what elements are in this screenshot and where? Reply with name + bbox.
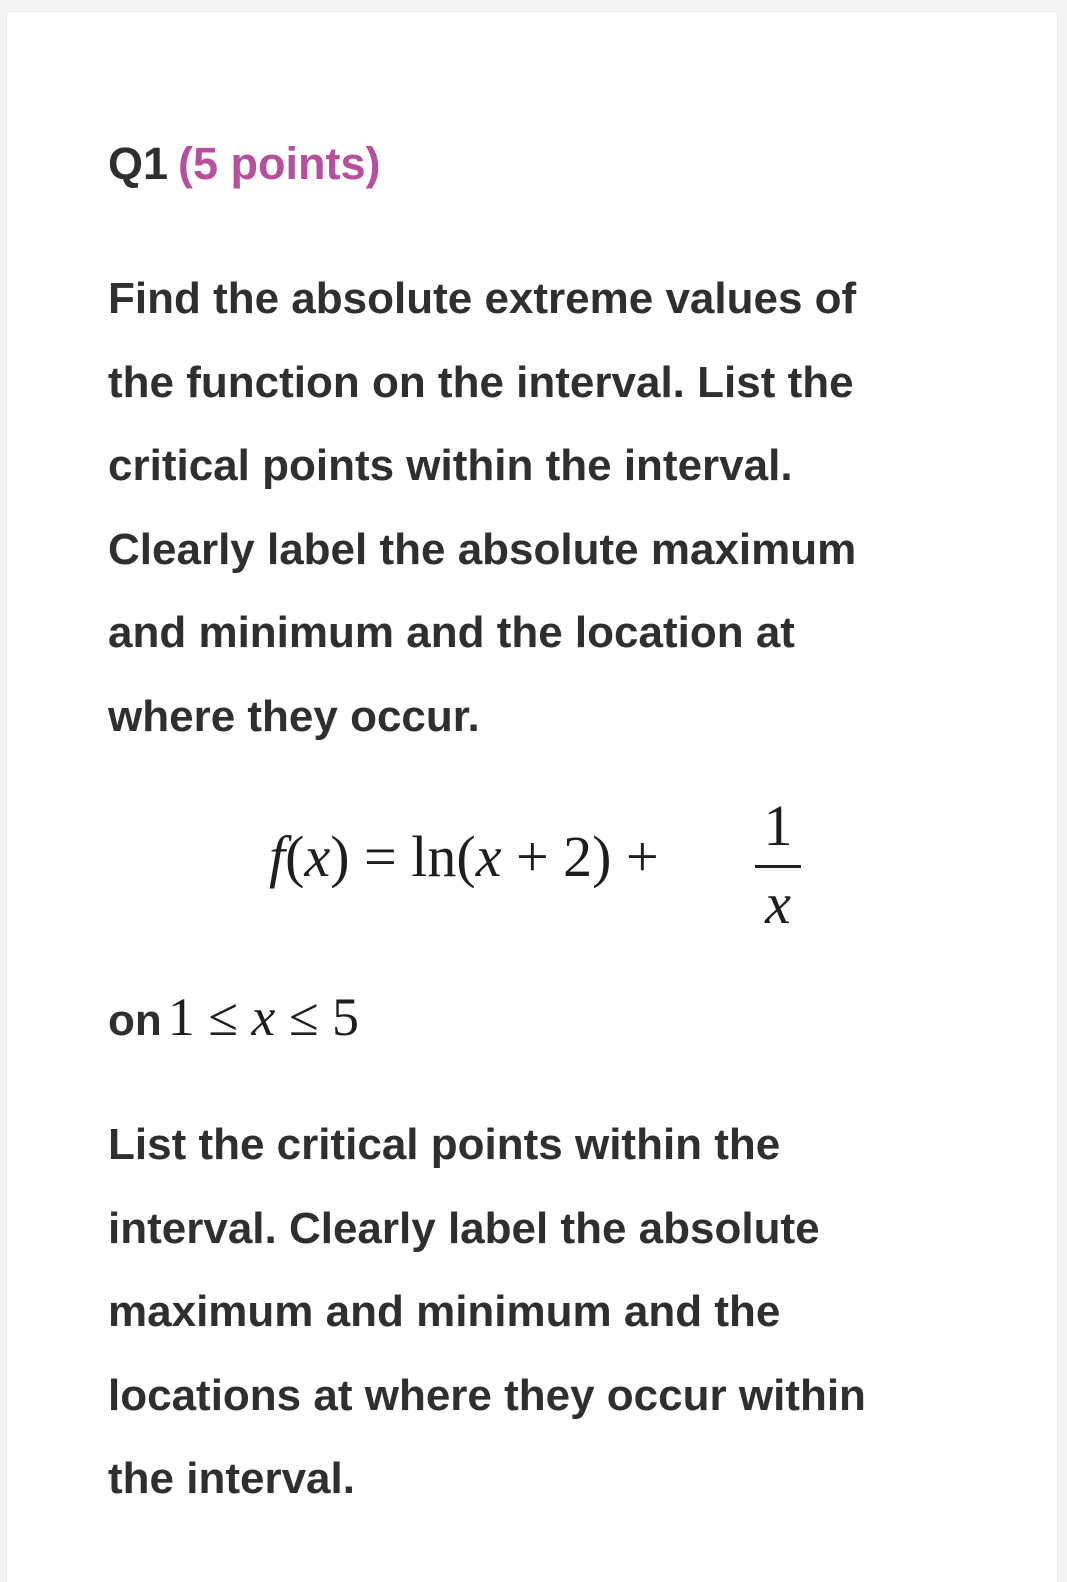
prompt-line: Clearly label the absolute maximum: [108, 524, 857, 574]
interval-variable: x: [251, 987, 276, 1047]
interval-expression: [168, 987, 359, 1047]
prompt-line: and minimum and the location at: [108, 608, 795, 657]
ln-operator: ln: [411, 824, 457, 889]
interval-upper: 5: [332, 987, 360, 1047]
ln-paren-open: (: [456, 824, 476, 889]
question-prompt: [108, 257, 978, 758]
followup-line: the interval.: [108, 1454, 355, 1503]
fraction-numerator: 1: [763, 793, 793, 858]
question-followup: [108, 1103, 978, 1521]
followup-line: maximum and minimum and the: [108, 1287, 781, 1336]
followup-line: locations at where they occur within: [108, 1370, 866, 1420]
leq-sign-1: ≤: [194, 987, 252, 1047]
prompt-line: Find the absolute extreme values of: [108, 274, 857, 323]
ln-paren-close: ): [592, 824, 612, 889]
fraction: [755, 793, 801, 936]
paren-open: (: [285, 824, 305, 889]
prompt-line: critical points within the interval.: [108, 441, 793, 490]
leq-sign-2: ≤: [275, 987, 333, 1047]
plus-sign: +: [611, 824, 674, 889]
question-points: (5 points): [178, 138, 381, 189]
function-name: f: [269, 824, 286, 889]
followup-line: interval. Clearly label the absolute: [108, 1203, 820, 1253]
interval-statement: [108, 986, 359, 1048]
question-number: Q1: [108, 138, 169, 189]
question-card: [6, 11, 1058, 1582]
fraction-denominator: x: [765, 871, 791, 936]
question-header: [108, 135, 381, 193]
interval-prefix: on: [108, 996, 162, 1045]
followup-line: List the critical points within the: [108, 1120, 781, 1169]
function-variable: x: [304, 824, 331, 889]
prompt-line: the function on the interval. List the: [108, 357, 854, 407]
ln-variable: x: [475, 824, 502, 889]
ln-plus-two: + 2: [501, 824, 593, 889]
prompt-line: where they occur.: [108, 691, 480, 741]
paren-close: ): [330, 824, 350, 889]
interval-lower: 1: [167, 987, 195, 1047]
equals-sign: =: [349, 824, 412, 889]
fraction-bar: [755, 865, 801, 868]
